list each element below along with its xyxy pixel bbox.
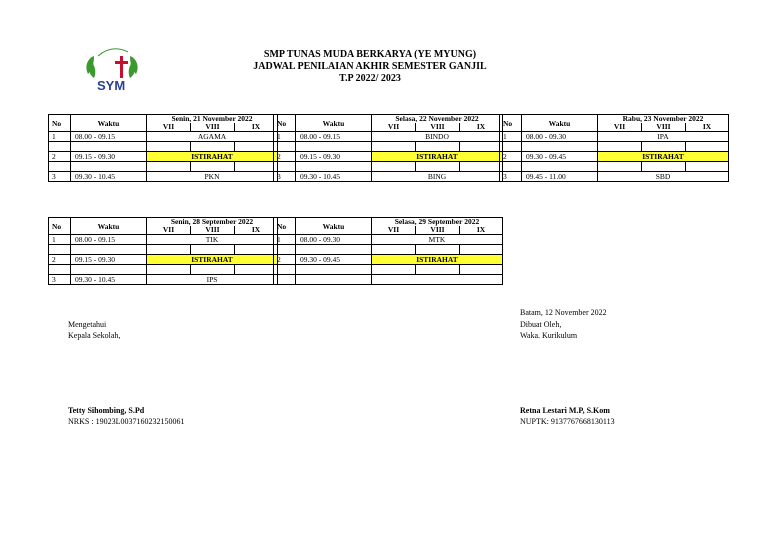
col-waktu-header: Waktu [71, 218, 147, 235]
row-no: 3 [49, 275, 71, 285]
empty-cell [191, 245, 235, 255]
col-waktu-header: Waktu [296, 115, 372, 132]
row-time: 09.30 - 09.45 [522, 152, 598, 162]
row-no: 2 [49, 152, 71, 162]
col-waktu-header: Waktu [296, 218, 372, 235]
col-no-header: No [274, 218, 296, 235]
empty-cell [598, 142, 642, 152]
row-no: 1 [500, 132, 522, 142]
col-no-header: No [274, 115, 296, 132]
break-cell: ISTIRAHAT [147, 152, 278, 162]
empty-cell [372, 142, 416, 152]
subject-cell: PKN [147, 172, 278, 182]
grade-vii-header: VII [147, 123, 191, 132]
row-time: 08.00 - 09.30 [296, 235, 372, 245]
grade-vii-header: VII [372, 226, 416, 235]
row-time: 08.00 - 09.30 [522, 132, 598, 142]
sig-left-line2: Kepala Sekolah, [68, 331, 121, 340]
empty-cell [372, 245, 416, 255]
grade-vii-header: VII [147, 226, 191, 235]
row-no: 3 [500, 172, 522, 182]
schedule-table-2 [273, 114, 503, 182]
empty-cell [296, 245, 372, 255]
col-waktu-header: Waktu [522, 115, 598, 132]
grade-vii-header: VII [598, 123, 642, 132]
break-cell: ISTIRAHAT [147, 255, 278, 265]
empty-cell [296, 162, 372, 172]
schedule-table-4 [48, 217, 278, 285]
schedule-row [274, 132, 503, 142]
empty-cell [416, 265, 460, 275]
sig-right-name: Retna Lestari M.P, S.Kom [520, 406, 610, 415]
empty-cell [598, 162, 642, 172]
schedule-row [49, 235, 278, 245]
empty-cell [235, 245, 278, 255]
break-cell: ISTIRAHAT [372, 152, 503, 162]
row-time: 08.00 - 09.15 [71, 235, 147, 245]
sig-left-name: Tetty Sihombing, S.Pd [68, 406, 145, 415]
subject-cell: SBD [598, 172, 729, 182]
sig-right-line1: Dibuat Oleh, [520, 320, 562, 329]
empty-cell [522, 142, 598, 152]
schedule-row [500, 172, 729, 182]
empty-cell [49, 265, 71, 275]
document-title: JADWAL PENILAIAN AKHIR SEMESTER GANJIL [253, 61, 487, 72]
schedule-table-1 [48, 114, 278, 182]
empty-cell [686, 142, 729, 152]
row-time: 08.00 - 09.15 [296, 132, 372, 142]
row-time: 09.30 - 10.45 [296, 172, 372, 182]
grade-viii-header: VIII [191, 226, 235, 235]
empty-cell [71, 265, 147, 275]
schedule-row [49, 172, 278, 182]
row-no: 2 [274, 255, 296, 265]
empty-cell [191, 265, 235, 275]
empty-cell [274, 162, 296, 172]
empty-cell [460, 162, 503, 172]
cross-icon [120, 56, 123, 78]
school-name: SMP TUNAS MUDA BERKARYA (YE MYUNG) [263, 49, 477, 60]
row-no: 3 [49, 172, 71, 182]
grade-viii-header: VIII [191, 123, 235, 132]
grade-viii-header: VIII [642, 123, 686, 132]
grade-viii-header: VIII [416, 123, 460, 132]
empty-cell [296, 265, 372, 275]
row-no: 2 [500, 152, 522, 162]
empty-cell [522, 162, 598, 172]
day-header: Rabu, 23 November 2022 [598, 115, 729, 124]
row-no [274, 275, 296, 285]
col-waktu-header: Waktu [71, 115, 147, 132]
spacer-row [500, 142, 729, 152]
spacer-row [49, 265, 278, 275]
grade-vii-header: VII [372, 123, 416, 132]
day-header: Selasa, 29 September 2022 [372, 218, 503, 227]
spacer-row [274, 245, 503, 255]
schedule-row [49, 255, 278, 265]
school-logo [82, 44, 142, 94]
empty-cell [71, 142, 147, 152]
row-no: 2 [49, 255, 71, 265]
sig-right-place-date: Batam, 12 November 2022 [520, 308, 607, 317]
grade-viii-header: VIII [416, 226, 460, 235]
row-time [296, 275, 372, 285]
empty-cell [416, 142, 460, 152]
empty-cell [147, 245, 191, 255]
empty-cell [191, 162, 235, 172]
col-no-header: No [500, 115, 522, 132]
sig-right-id: NUPTK: 9137767668130113 [520, 417, 615, 426]
empty-cell [274, 265, 296, 275]
row-no: 2 [274, 152, 296, 162]
empty-cell [460, 265, 503, 275]
subject-cell [372, 275, 503, 285]
spacer-row [274, 162, 503, 172]
logo-letters: SYM [97, 78, 126, 93]
schedule-row [274, 235, 503, 245]
empty-cell [642, 142, 686, 152]
empty-cell [460, 142, 503, 152]
row-no: 1 [49, 132, 71, 142]
subject-cell: IPA [598, 132, 729, 142]
empty-cell [642, 162, 686, 172]
empty-cell [147, 142, 191, 152]
empty-cell [416, 162, 460, 172]
grade-ix-header: IX [235, 226, 278, 235]
row-time: 09.30 - 09.45 [296, 255, 372, 265]
row-time: 09.15 - 09.30 [296, 152, 372, 162]
grade-ix-header: IX [235, 123, 278, 132]
row-no: 1 [274, 132, 296, 142]
sig-right-line2: Waka. Kurikulum [520, 331, 578, 340]
schedule-row [49, 275, 278, 285]
schedule-row [274, 275, 503, 285]
empty-cell [191, 142, 235, 152]
empty-cell [500, 142, 522, 152]
row-time: 09.45 - 11.00 [522, 172, 598, 182]
col-no-header: No [49, 115, 71, 132]
empty-cell [416, 245, 460, 255]
empty-cell [235, 162, 278, 172]
row-no: 1 [49, 235, 71, 245]
spacer-row [274, 265, 503, 275]
empty-cell [500, 162, 522, 172]
sig-left-id: NRKS : 19023L0037160232150061 [68, 417, 185, 426]
day-header: Senin, 21 November 2022 [147, 115, 278, 124]
spacer-row [274, 142, 503, 152]
break-cell: ISTIRAHAT [598, 152, 729, 162]
empty-cell [235, 265, 278, 275]
row-time: 09.15 - 09.30 [71, 152, 147, 162]
subject-cell: AGAMA [147, 132, 278, 142]
empty-cell [71, 162, 147, 172]
row-no: 1 [274, 235, 296, 245]
empty-cell [296, 142, 372, 152]
empty-cell [49, 142, 71, 152]
row-time: 09.30 - 10.45 [71, 172, 147, 182]
day-header: Selasa, 22 November 2022 [372, 115, 503, 124]
empty-cell [71, 245, 147, 255]
row-no: 3 [274, 172, 296, 182]
empty-cell [49, 162, 71, 172]
grade-ix-header: IX [686, 123, 729, 132]
schedule-row [49, 152, 278, 162]
subject-cell: MTK [372, 235, 503, 245]
row-time: 09.15 - 09.30 [71, 255, 147, 265]
empty-cell [49, 245, 71, 255]
col-no-header: No [49, 218, 71, 235]
spacer-row [49, 245, 278, 255]
schedule-table-5 [273, 217, 503, 285]
row-time: 09.30 - 10.45 [71, 275, 147, 285]
empty-cell [460, 245, 503, 255]
grade-ix-header: IX [460, 226, 503, 235]
empty-cell [372, 162, 416, 172]
empty-cell [147, 162, 191, 172]
empty-cell [372, 265, 416, 275]
grade-ix-header: IX [460, 123, 503, 132]
empty-cell [274, 142, 296, 152]
schedule-row [274, 255, 503, 265]
schedule-row [274, 152, 503, 162]
schedule-row [274, 172, 503, 182]
sig-left-line1: Mengetahui [68, 320, 107, 329]
schedule-row [49, 132, 278, 142]
schedule-table-3 [499, 114, 729, 182]
schedule-row [500, 132, 729, 142]
spacer-row [49, 162, 278, 172]
subject-cell: BING [372, 172, 503, 182]
empty-cell [686, 162, 729, 172]
spacer-row [49, 142, 278, 152]
subject-cell: IPS [147, 275, 278, 285]
empty-cell [235, 142, 278, 152]
break-cell: ISTIRAHAT [372, 255, 503, 265]
day-header: Senin, 28 September 2022 [147, 218, 278, 227]
empty-cell [147, 265, 191, 275]
subject-cell: TIK [147, 235, 278, 245]
schedule-row [500, 152, 729, 162]
row-time: 08.00 - 09.15 [71, 132, 147, 142]
empty-cell [274, 245, 296, 255]
spacer-row [500, 162, 729, 172]
subject-cell: BINDO [372, 132, 503, 142]
school-year: T.P 2022/ 2023 [339, 73, 401, 84]
